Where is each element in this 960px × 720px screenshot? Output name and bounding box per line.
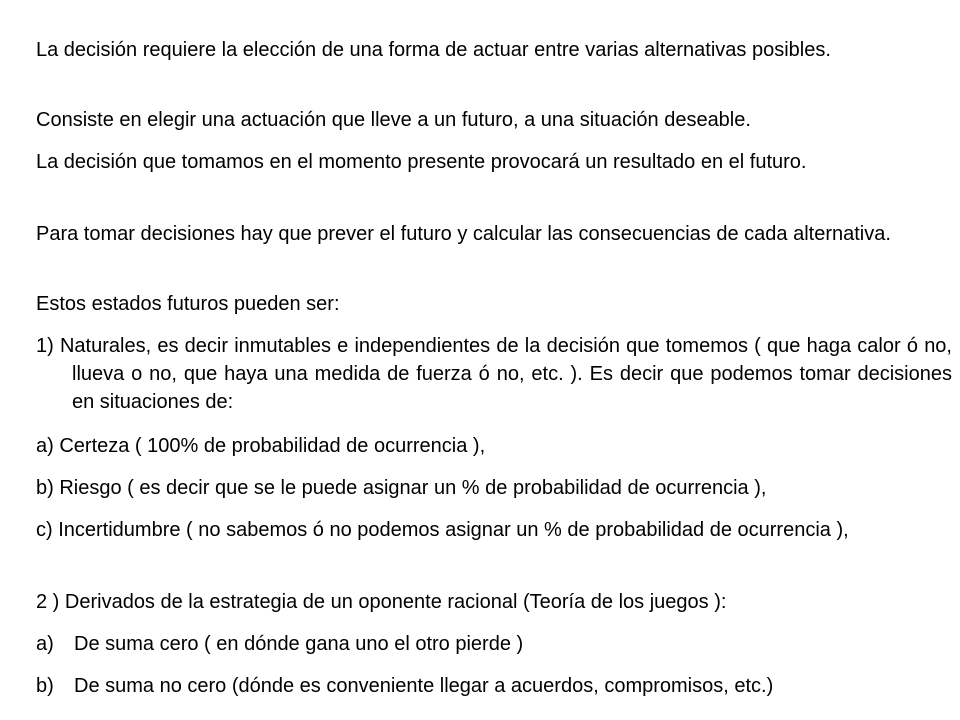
list-item-non-zero-sum [36,672,916,700]
list-text: De suma no cero (dónde es conveniente llegar a acuerdos, compromisos, etc.) [74,675,774,697]
list-marker: b) [36,675,54,697]
list-text: De suma cero ( en dónde gana uno el otro pierde ) [74,633,524,655]
paragraph-decision-definition: La decisión requiere la elección de una forma de actuar entre varias alternativas posibles. [36,39,831,61]
paragraph-uncertainty: c) Incertidumbre ( no sabemos ó no podemos asignar un % de probabilidad de ocurrencia ), [36,519,849,541]
list-item-zero-sum [36,630,916,658]
paragraph-choose-action: Consiste en elegir una actuación que lleve a un futuro, a una situación deseable. [36,109,751,131]
paragraph-certainty: a) Certeza ( 100% de probabilidad de ocurrencia ), [36,435,486,457]
paragraph-future-states: Estos estados futuros pueden ser: [36,293,340,315]
paragraph-game-theory: 2 ) Derivados de la estrategia de un oponente racional (Teoría de los juegos ): [36,591,727,613]
list-marker: a) [36,633,54,655]
paragraph-risk: b) Riesgo ( es decir que se le puede asignar un % de probabilidad de ocurrencia ), [36,477,767,499]
paragraph-natural-states: 1) Naturales, es decir inmutables e independientes de la decisión que tomemos ( que haga calor ó no, llueva o no, que haya una medida de fuerza ó no, etc. ). Es decir que podemos tomar decisiones en situaciones de: [36,335,952,413]
paragraph-foresee-future: Para tomar decisiones hay que prever el futuro y calcular las consecuencias de cada alternativa. [36,223,891,245]
paragraph-present-decision: La decisión que tomamos en el momento presente provocará un resultado en el futuro. [36,151,807,173]
